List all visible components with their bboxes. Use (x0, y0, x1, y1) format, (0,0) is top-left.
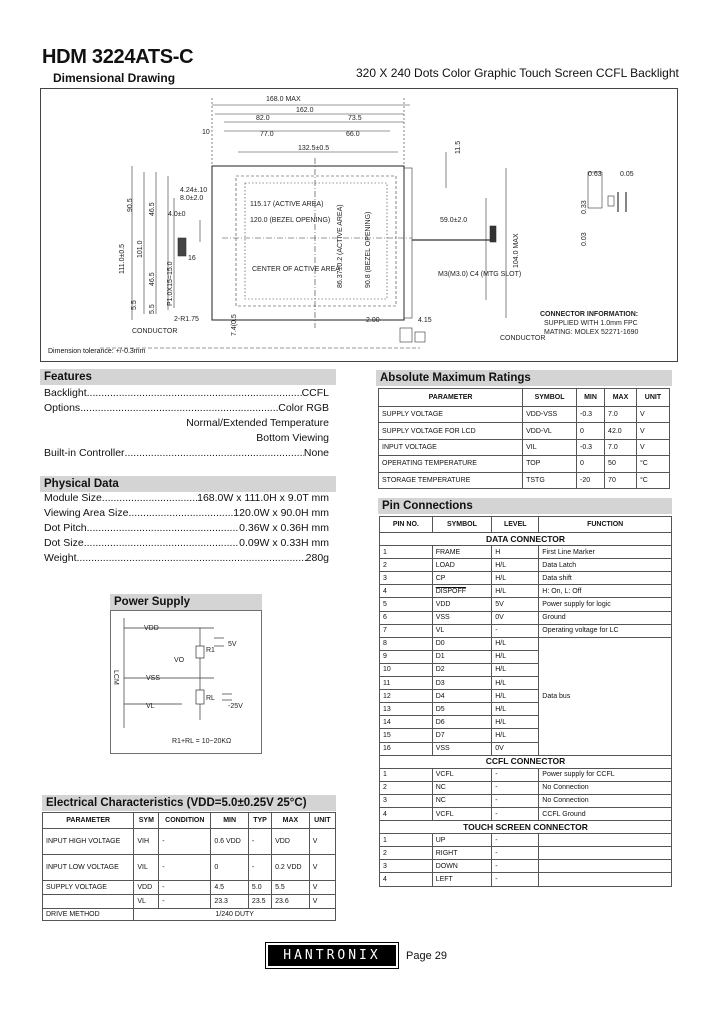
feature-extra: Bottom Viewing (256, 432, 329, 444)
feature-value: Color RGB (278, 402, 329, 414)
table-row: 2 LOAD H/L Data Latch (380, 559, 672, 572)
table-row: SUPPLY VOLTAGE VDD - 4.5 5.0 5.5 V (43, 881, 336, 895)
physical-row: Weight ..... 280g (44, 551, 329, 566)
physical-list (44, 491, 329, 566)
vl-label: VL (146, 703, 155, 710)
table-row: 12 D4 H/L (380, 690, 672, 703)
table-row: SUPPLY VOLTAGE VDD-VSS -0.3 7.0 V (379, 407, 670, 423)
page-subtitle: Dimensional Drawing (53, 71, 176, 85)
center-label: CENTER OF ACTIVE AREA (252, 266, 340, 273)
table-row: 9 D1 H/L (380, 650, 672, 663)
table-row: VL - 23.3 23.5 23.6 V (43, 895, 336, 909)
dim-111-label: 111.0±0.5 (119, 243, 126, 274)
table-row: 11 D3 H/L (380, 677, 672, 690)
table-row: STORAGE TEMPERATURE TSTG -20 70 °C (379, 472, 670, 488)
dim-465b-label: 46.5 (149, 272, 156, 286)
power-supply-diagram (110, 610, 262, 754)
physical-row: Dot Pitch ..... 0.36W x 0.36H mm (44, 521, 329, 536)
power-heading: Power Supply (110, 594, 262, 610)
table-row: 8 D0 H/L Data bus (380, 637, 672, 650)
dim-82-label: 82.0 (256, 115, 270, 122)
table-row: 4 DISPOFF H/L H: On, L: Off (380, 585, 672, 598)
table-row: 15 D7 H/L (380, 729, 672, 742)
conn-dim-005: 0.05 (620, 171, 634, 178)
connector-detail (608, 196, 614, 206)
data-bus-label: Data bus (539, 637, 672, 755)
radius-label: 2-R1.75 (174, 316, 199, 323)
table-row: DRIVE METHOD 1/240 DUTY (43, 909, 336, 921)
dim-75-label: 7.4(0.5 (231, 314, 238, 336)
va-active-label: 86.37±0.2 (ACTIVE AREA) (337, 204, 344, 288)
feature-label: Backlight (44, 387, 87, 399)
conn-dim-063: 0.63 (588, 171, 602, 178)
module-outline (212, 166, 404, 320)
table-row: INPUT HIGH VOLTAGE VIH - 0.6 VDD - VDD V (43, 829, 336, 855)
features-list (44, 386, 329, 461)
table-row: 1 VCFL - Power supply for CCFL (380, 768, 672, 781)
resistor-formula: R1+RL = 10~20KΩ (172, 738, 232, 745)
dim-20-label: 2.00 (366, 317, 380, 324)
physical-row: Module Size ..... 168.0W x 111.0H x 9.0T mm (44, 491, 329, 506)
absmax-heading: Absolute Maximum Ratings (376, 370, 672, 386)
table-row: 14 D6 H/L (380, 716, 672, 729)
dim-104-label: 104.0 MAX (513, 233, 520, 268)
dim-77-label: 77.0 (260, 131, 274, 138)
connector-info-line1: SUPPLIED WITH 1.0mm FPC (544, 320, 638, 327)
pin-dim-b: 8.0±2.0 (180, 195, 204, 202)
conductor-label: CONDUCTOR (132, 328, 178, 335)
r1-label: R1 (206, 647, 215, 654)
feature-value: CCFL (301, 387, 329, 399)
page-title: HDM 3224ATS-C (42, 46, 194, 68)
pins-heading: Pin Connections (378, 498, 672, 514)
side-view (404, 168, 412, 318)
dim-735-label: 73.5 (348, 115, 362, 122)
va-bezel-label: 90.8 (BEZEL OPENING) (365, 211, 372, 288)
table-row: 2 RIGHT - (380, 847, 672, 860)
dim-101-label: 101.0 (137, 240, 144, 258)
table-row: INPUT VOLTAGE VIL -0.3 7.0 V (379, 439, 670, 455)
dim-59-label: 59.0±2.0 (440, 217, 468, 224)
neg-voltage-label: -25V (228, 703, 243, 710)
feature-row (44, 446, 329, 461)
dim-10-label: 10 (202, 129, 210, 136)
feature-row (44, 401, 329, 416)
bottom-connector (400, 328, 412, 342)
resistor-rl (196, 690, 204, 704)
connector-info-line2: MATING: MOLEX 52271-1690 (544, 329, 639, 336)
dim-115-label: 11.5 (455, 140, 462, 154)
table-row: OPERATING TEMPERATURE TOP 0 50 °C (379, 456, 670, 472)
table-row: 1 UP - (380, 834, 672, 847)
dim-162-label: 162.0 (296, 107, 314, 114)
table-row: 3 NC - No Connection (380, 794, 672, 807)
dim-66-label: 66.0 (346, 131, 360, 138)
electrical-heading: Electrical Characteristics (VDD=5.0±0.25V 25°C) (42, 795, 336, 811)
absmax-table: PARAMETER SYMBOL MIN MAX UNIT SUPPLY VOLTAGE VDD-VSS -0.3 7.0 V SUPPLY VOLTAGE FOR LCD VDD-VL 0 42.0 V INPUT VOLTAGE VIL -0.3 7.0 V OPERATING TEMPERATURE TOP 0 50 °C STORAGE TEMPERATURE TSTG -20 70 °C (378, 388, 670, 489)
5v-label: 5V (228, 641, 237, 648)
connector-block (490, 226, 496, 242)
table-row: 7 VL - Operating voltage for LC (380, 624, 672, 637)
table-row: 16 VSS 0V (380, 742, 672, 755)
table-row: SUPPLY VOLTAGE FOR LCD VDD-VL 0 42.0 V (379, 423, 670, 439)
table-row: 13 D5 H/L (380, 703, 672, 716)
feature-row (44, 386, 329, 401)
dim-415-label: 4.15 (418, 317, 432, 324)
vss-label: VSS (146, 675, 161, 682)
vo-label: VO (174, 657, 185, 664)
feature-label: Built-in Controller (44, 447, 125, 459)
pin-dim-c: 4.0±0 (168, 211, 186, 218)
product-tagline: 320 X 240 Dots Color Graphic Touch Screen CCFL Backlight (356, 66, 679, 80)
table-row: 6 VSS 0V Ground (380, 611, 672, 624)
table-row: 4 LEFT - (380, 873, 672, 886)
active-area-label: 115.17 (ACTIVE AREA) (250, 201, 324, 208)
resistor-r1 (196, 646, 204, 658)
hantronix-logo: HANTRONIX (268, 945, 396, 966)
vdd-label: VDD (144, 625, 159, 632)
physical-heading: Physical Data (40, 476, 336, 492)
page-number: Page 29 (406, 950, 447, 962)
bottom-connector (415, 332, 425, 342)
feature-value: None (303, 447, 329, 459)
table-row: INPUT LOW VOLTAGE VIL - 0 - 0.2 VDD V (43, 855, 336, 881)
features-heading: Features (40, 369, 336, 385)
dim-905-label: 90.5 (127, 198, 134, 212)
table-row: 2 NC - No Connection (380, 781, 672, 794)
electrical-table: PARAMETER SYM CONDITION MIN TYP MAX UNIT INPUT HIGH VOLTAGE VIH - 0.6 VDD - VDD V INPUT LOW VOLTAGE VIL - 0 - 0.2 VDD V SUPPLY VOLTAGE VDD - 4.5 5.0 5.5 V VL - 23.3 23.5 23.6 V DRIVE METHOD 1/240 DUTY (42, 812, 336, 921)
feature-extra: Normal/Extended Temperature (186, 417, 329, 429)
touch-connector-title: TOUCH SCREEN CONNECTOR (380, 821, 672, 834)
table-row: 5 VDD 5V Power supply for logic (380, 598, 672, 611)
dim-55a-label: 5.5 (131, 300, 138, 310)
pin-header (178, 238, 186, 256)
dim-55b-label: 5.5 (149, 304, 156, 314)
table-row: 1 FRAME H First Line Marker (380, 546, 672, 559)
dimensional-drawing (40, 88, 676, 360)
bezel-label: 120.0 (BEZEL OPENING) (250, 217, 331, 224)
table-row: 10 D2 H/L (380, 663, 672, 676)
mount-label: M3(M3.0) C4 (MTG SLOT) (438, 271, 522, 278)
feature-label: Options (44, 402, 81, 414)
physical-row: Dot Size ..... 0.09W x 0.33H mm (44, 536, 329, 551)
pin-dim-d: 16 (188, 255, 196, 262)
lcm-label: LCM (112, 670, 119, 685)
table-row: 4 VCFL - CCFL Ground (380, 807, 672, 820)
dim-465a-label: 46.5 (149, 202, 156, 216)
table-row: 3 CP H/L Data shift (380, 572, 672, 585)
dim-1325-label: 132.5±0.5 (298, 145, 330, 152)
conn-dim-003: 0.03 (581, 232, 588, 246)
bezel-outline (236, 176, 396, 306)
ccfl-connector-title: CCFL CONNECTOR (380, 755, 672, 768)
physical-row: Viewing Area Size ..... 120.0W x 90.0H mm (44, 506, 329, 521)
rl-label: RL (206, 695, 215, 702)
pins-table: PIN NO. SYMBOL LEVEL FUNCTION DATA CONNECTOR 1 FRAME H First Line Marker 2 LOAD H/L Data Latch 3 CP H/L Data shift 4 DISPOFF H/L H: On, L: Off 5 VDD 5V Power supply for logic 6 VSS 0V Ground 7 VL - Operating voltage for LC 8 D0 H/L Data bus 9 D1 H/L 10 D2 H/L 11 D3 H/L 12 D4 H/L 13 D5 H/L 14 D6 H/L 15 D7 H/L 16 VSS 0V CCFL CONNECTOR 1 VCFL - Power supply for CCFL 2 NC - No Connection 3 NC - No Connection 4 VCFL - CCFL Ground TOUCH SCREEN CONNECTOR 1 UP - 2 RIGHT - 3 DOWN - 4 LEFT - (379, 516, 672, 887)
pin-pitch-label: P1.0X15=15.0 (167, 261, 174, 306)
conn-dim-033: 0.33 (581, 200, 588, 214)
table-row: 3 DOWN - (380, 860, 672, 873)
pin-dim-a: 4.24±.10 (180, 187, 208, 194)
conductor-label-2: CONDUCTOR (500, 335, 546, 342)
dimension-tolerance: Dimension tolerance: +/-0.3mm (48, 348, 146, 355)
data-connector-title: DATA CONNECTOR (380, 533, 672, 546)
dim-overall-label: 168.0 MAX (266, 96, 301, 103)
connector-info-title: CONNECTOR INFORMATION: (540, 311, 639, 318)
